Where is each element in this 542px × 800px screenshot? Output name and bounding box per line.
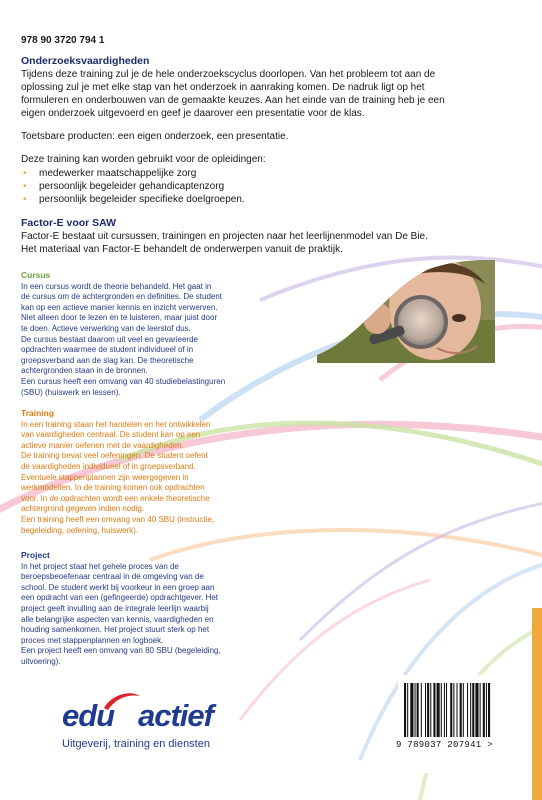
training-line: Een training heeft een omvang van 40 SBU (instructie, (21, 514, 214, 524)
cursus-section (21, 270, 317, 398)
training-heading: Training (21, 408, 55, 418)
intro-line: formuleren en onderbouwen van de gemaakte keuzes. Aan het einde van de training heb je een (21, 95, 445, 107)
barcode-bar (457, 683, 458, 737)
edu-actief-logo (62, 690, 252, 760)
barcode-bar (444, 683, 445, 737)
barcode-bar (453, 683, 454, 737)
cursus-line: achtergronden staan in de bronnen. (21, 366, 148, 376)
orange-edge-bar (532, 608, 542, 800)
training-line: achtergrond gegeven indien nodig. (21, 504, 145, 514)
barcode-bar (486, 683, 487, 737)
training-line: van vaardigheden centraal. De student kan op een (21, 430, 201, 440)
barcode-bar (427, 683, 429, 737)
training-line: begeleiding, oefening, huiswerk). (21, 525, 138, 535)
training-line: voor. In de opdrachten wordt een enkele theoretische (21, 493, 210, 503)
project-line: project geeft invulling aan de integrale leerlijn waarbij (21, 603, 209, 613)
intro-line: eigen onderzoek uitgevoerd en geef je daarover een presentatie voor de klas. (21, 108, 365, 120)
intro-heading: Onderzoeksvaardigheden (21, 55, 150, 67)
cursus-line: De cursus bestaat daarom uit veel en gevarieerde (21, 334, 198, 344)
cursus-line: (SBU) (huiswerk en lessen). (21, 387, 121, 397)
barcode-bar (475, 683, 478, 737)
project-line: school. De student werkt bij voorkeur in een groep aan (21, 582, 215, 592)
cursus-line: opdrachten waarmee de student individueel of in (21, 345, 194, 355)
barcode-bar (421, 683, 422, 737)
training-line: In een training staan het handelen en het ontwikkelen (21, 419, 211, 429)
logo-word-actief: actief (138, 698, 213, 733)
project-line: uitvoering). (21, 656, 61, 666)
barcode-bar (404, 683, 406, 737)
project-line: een opdracht van een (gefingeerde) opdrachtgever. Het (21, 593, 219, 603)
barcode-bar (472, 683, 474, 737)
project-line: Een project heeft een omvang van 80 SBU (begeleiding, (21, 646, 221, 656)
isbn-barcode (398, 675, 510, 773)
intro-line: oplossing zul je met elke stap van het onderzoek in aanraking komen. De nadruk ligt op het (21, 82, 425, 94)
project-line: beroepsbeoefenaar centraal in de omgeving van de (21, 572, 204, 582)
cursus-line: kan op een actieve manier kennis en inzicht verwerven. (21, 302, 218, 312)
isbn-number: 978 90 3720 794 1 (21, 35, 105, 46)
child-with-magnifier-photo (317, 260, 495, 363)
training-line: actieve manier oefenen met de vaardigheden. (21, 440, 184, 450)
program-list (21, 167, 521, 206)
cursus-heading: Cursus (21, 270, 51, 280)
program-item: • persoonlijk begeleider gehandicaptenzorg (21, 180, 521, 193)
barcode-bar (460, 683, 462, 737)
logo-tagline: Uitgeverij, training en diensten (62, 738, 210, 750)
barcode-bar (415, 683, 416, 737)
intro-line: Tijdens deze training zul je de hele onderzoekscyclus doorlopen. Van het probleem tot aan de (21, 69, 436, 80)
project-line: proces met stappenplannen en logboek. (21, 635, 164, 645)
intro-section (21, 54, 521, 256)
products-line: Toetsbare producten: een eigen onderzoek, een presentatie. (21, 131, 289, 143)
barcode-bar (467, 683, 468, 737)
barcode-bar (441, 683, 442, 737)
program-item: • persoonlijk begeleider specifieke doelgroepen. (21, 193, 521, 206)
cursus-line: te doen. Actieve verwerking van de leerstof dus. (21, 323, 191, 333)
barcode-number: 9 789037 207941 > (396, 740, 493, 750)
project-line: In het project staat het gehele proces van de (21, 561, 179, 571)
training-line: werkmodellen. In de training komen ook opdrachten (21, 483, 205, 493)
project-line: alle belangrijke aspecten van kennis, vaardigheden en (21, 614, 214, 624)
barcode-bar (410, 683, 413, 737)
factor-line: Factor-E bestaat uit cursussen, trainingen en projecten naar het leerlijnenmodel van De Bie. (21, 230, 428, 242)
project-section (21, 550, 317, 668)
cursus-line: Een cursus heeft een omvang van 40 studiebelastinguren (21, 376, 226, 386)
cursus-line: Niet alleen door te lezen en te luisteren, maar juist door (21, 313, 218, 323)
project-heading: Project (21, 550, 50, 560)
barcode-bar (463, 683, 464, 737)
training-line: Eventuele stappenplannen zijn weergegeven in (21, 472, 189, 482)
logo-word-edu: edu (62, 698, 115, 733)
barcode-bar (483, 683, 485, 737)
barcode-bar (430, 683, 431, 737)
barcode-bar (407, 683, 408, 737)
factor-heading: Factor-E voor SAW (21, 216, 117, 229)
barcode-bar (446, 683, 447, 737)
barcode-bar (480, 683, 481, 737)
barcode-bar (470, 683, 471, 737)
barcode-bar (437, 683, 440, 737)
cursus-line: groepsverband aan de slag kan. De theoretische (21, 355, 194, 365)
barcode-bar (433, 683, 435, 737)
cursus-line: In een cursus wordt de theorie behandeld. Het gaat in (21, 281, 212, 291)
cursus-line: de cursus om de achtergronden en definities. De student (21, 292, 223, 302)
factor-line: Het materiaal van Factor-E behandelt de onderwerpen vanuit de praktijk. (21, 243, 343, 255)
training-section (21, 408, 317, 536)
barcode-bar (450, 683, 452, 737)
usage-line: Deze training kan worden gebruikt voor de opleidingen: (21, 154, 266, 166)
barcode-bar (417, 683, 419, 737)
program-item: • medewerker maatschappelijke zorg (21, 167, 521, 180)
barcode-bar (425, 683, 426, 737)
barcode-bar (488, 683, 490, 737)
training-line: De training bevat veel oefeningen. De student oefent (21, 451, 208, 461)
project-line: houding samenkomen. Het project stuurt sterk op het (21, 625, 210, 635)
training-line: de vaardigheden individueel of in groepsverband. (21, 461, 196, 471)
